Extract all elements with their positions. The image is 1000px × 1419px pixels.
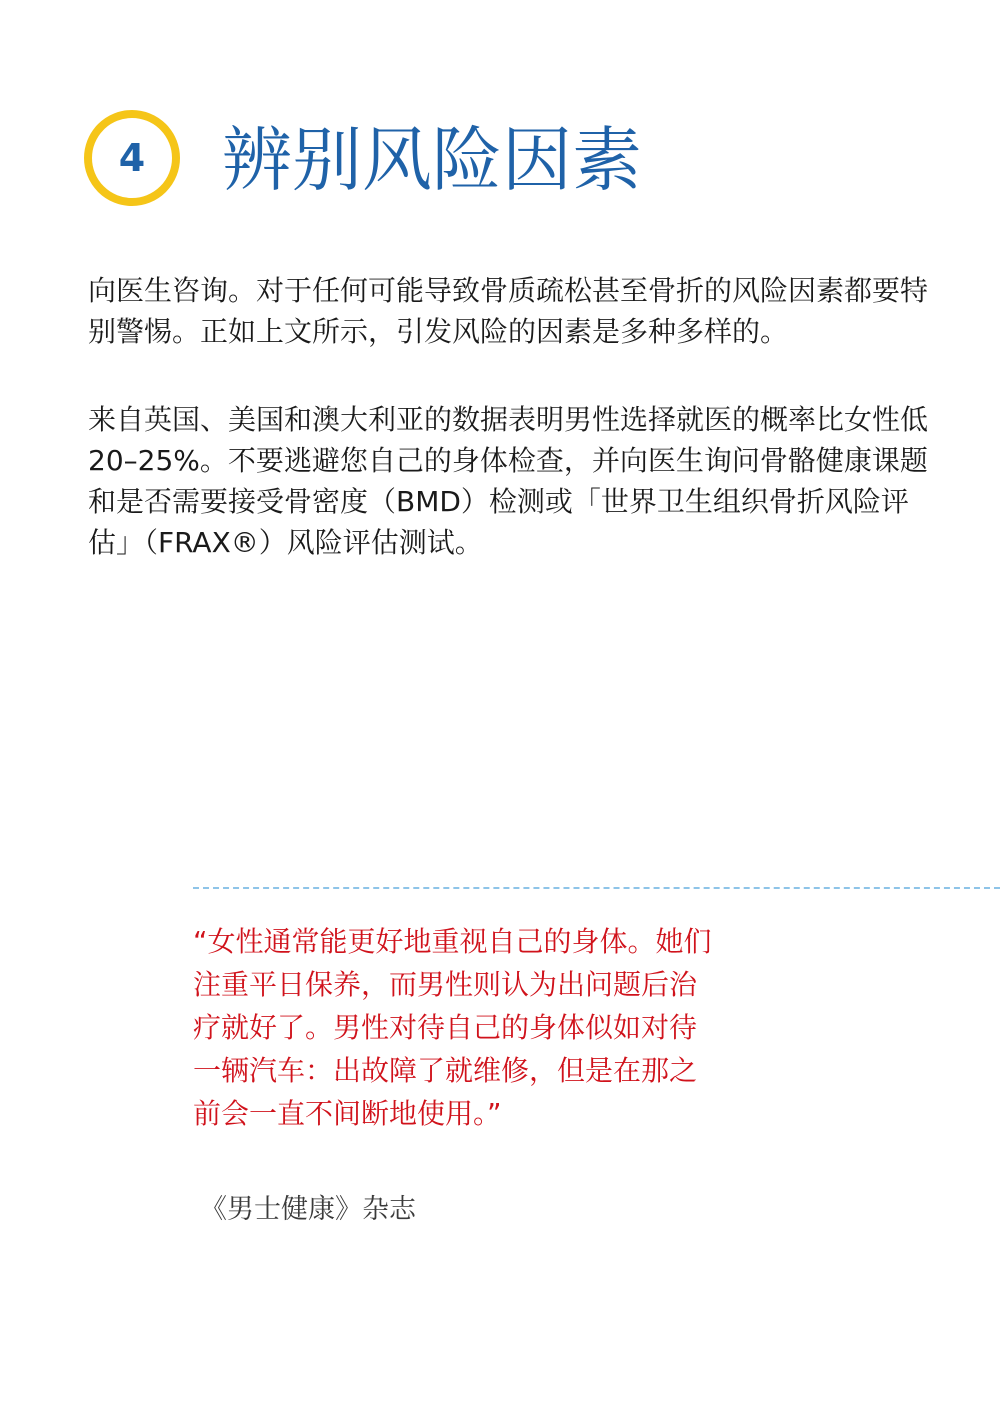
step-number: 4: [118, 136, 146, 180]
section-title: 辨别风险因素: [222, 119, 642, 201]
pull-quote: “女性通常能更好地重视自己的身体。她们注重平日保养，而男性则认为出问题后治疗就好了。男性对待自己的身体似如对待一辆汽车：出故障了就维修，但是在那之前会一直不间断地使用。”: [193, 925, 712, 1130]
step-number-badge: [84, 110, 180, 206]
quote-source: 《男士健康》杂志: [200, 1194, 416, 1225]
body-paragraph-consult-doctor: 向医生咨询。对于任何可能导致骨质疏松甚至骨折的风险因素都要特别警惕。正如上文所示，引发风险的因素是多种多样的。: [88, 274, 929, 348]
body-paragraph-statistics: 来自英国、美国和澳大利亚的数据表明男性选择就医的概率比女性低20–25%。不要逃避您自己的身体检查，并向医生询问骨骼健康课题和是否需要接受骨密度（BMD）检测或「世界卫生组织骨折风险评估」（FRAX®）风险评估测试。: [88, 403, 929, 559]
dashed-divider: [193, 887, 1000, 889]
